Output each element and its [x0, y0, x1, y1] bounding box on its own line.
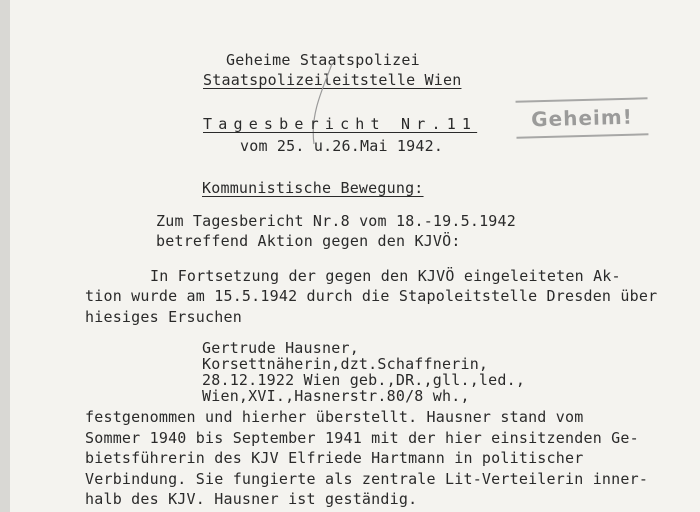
- report-date: vom 25. u.26.Mai 1942.: [240, 137, 444, 155]
- person-birth: 28.12.1922 Wien geb.,DR.,gll.,led.,: [202, 371, 526, 389]
- paragraph-line: festgenommen und hierher überstellt. Hausner stand vom: [85, 408, 584, 426]
- paragraph-line: Sommer 1940 bis September 1941 mit der hier einsitzenden Ge-: [85, 429, 639, 447]
- section-heading: Kommunistische Bewegung:: [202, 179, 424, 197]
- secret-stamp: Geheim!: [516, 97, 649, 138]
- paragraph-line: bietsführerin des KJV Elfriede Hartmann in politischer: [85, 449, 584, 467]
- person-occupation: Korsettnäherin,dzt.Schaffnerin,: [202, 355, 489, 373]
- paragraph-line: tion wurde am 15.5.1942 durch die Stapoleitstelle Dresden über: [85, 287, 658, 305]
- person-name: Gertrude Hausner,: [202, 339, 359, 357]
- report-title: Tagesbericht Nr.11: [203, 115, 478, 133]
- paragraph-line: halb des KJV. Hausner ist geständig.: [85, 490, 418, 508]
- reference-line-1: Zum Tagesbericht Nr.8 vom 18.-19.5.1942: [156, 212, 516, 230]
- agency-name: Geheime Staatspolizei: [226, 51, 420, 69]
- scan-edge-shadow: [0, 0, 10, 512]
- paragraph-line: hiesiges Ersuchen: [85, 308, 242, 326]
- office-name: Staatspolizeileitstelle Wien: [203, 71, 462, 89]
- paragraph-line: Verbindung. Sie fungierte als zentrale Lit-Verteilerin inner-: [85, 470, 649, 488]
- reference-line-2: betreffend Aktion gegen den KJVÖ:: [156, 232, 461, 250]
- paragraph-line: In Fortsetzung der gegen den KJVÖ eingeleiteten Ak-: [150, 267, 621, 285]
- person-address: Wien,XVI.,Hasnerstr.80/8 wh.,: [202, 387, 470, 405]
